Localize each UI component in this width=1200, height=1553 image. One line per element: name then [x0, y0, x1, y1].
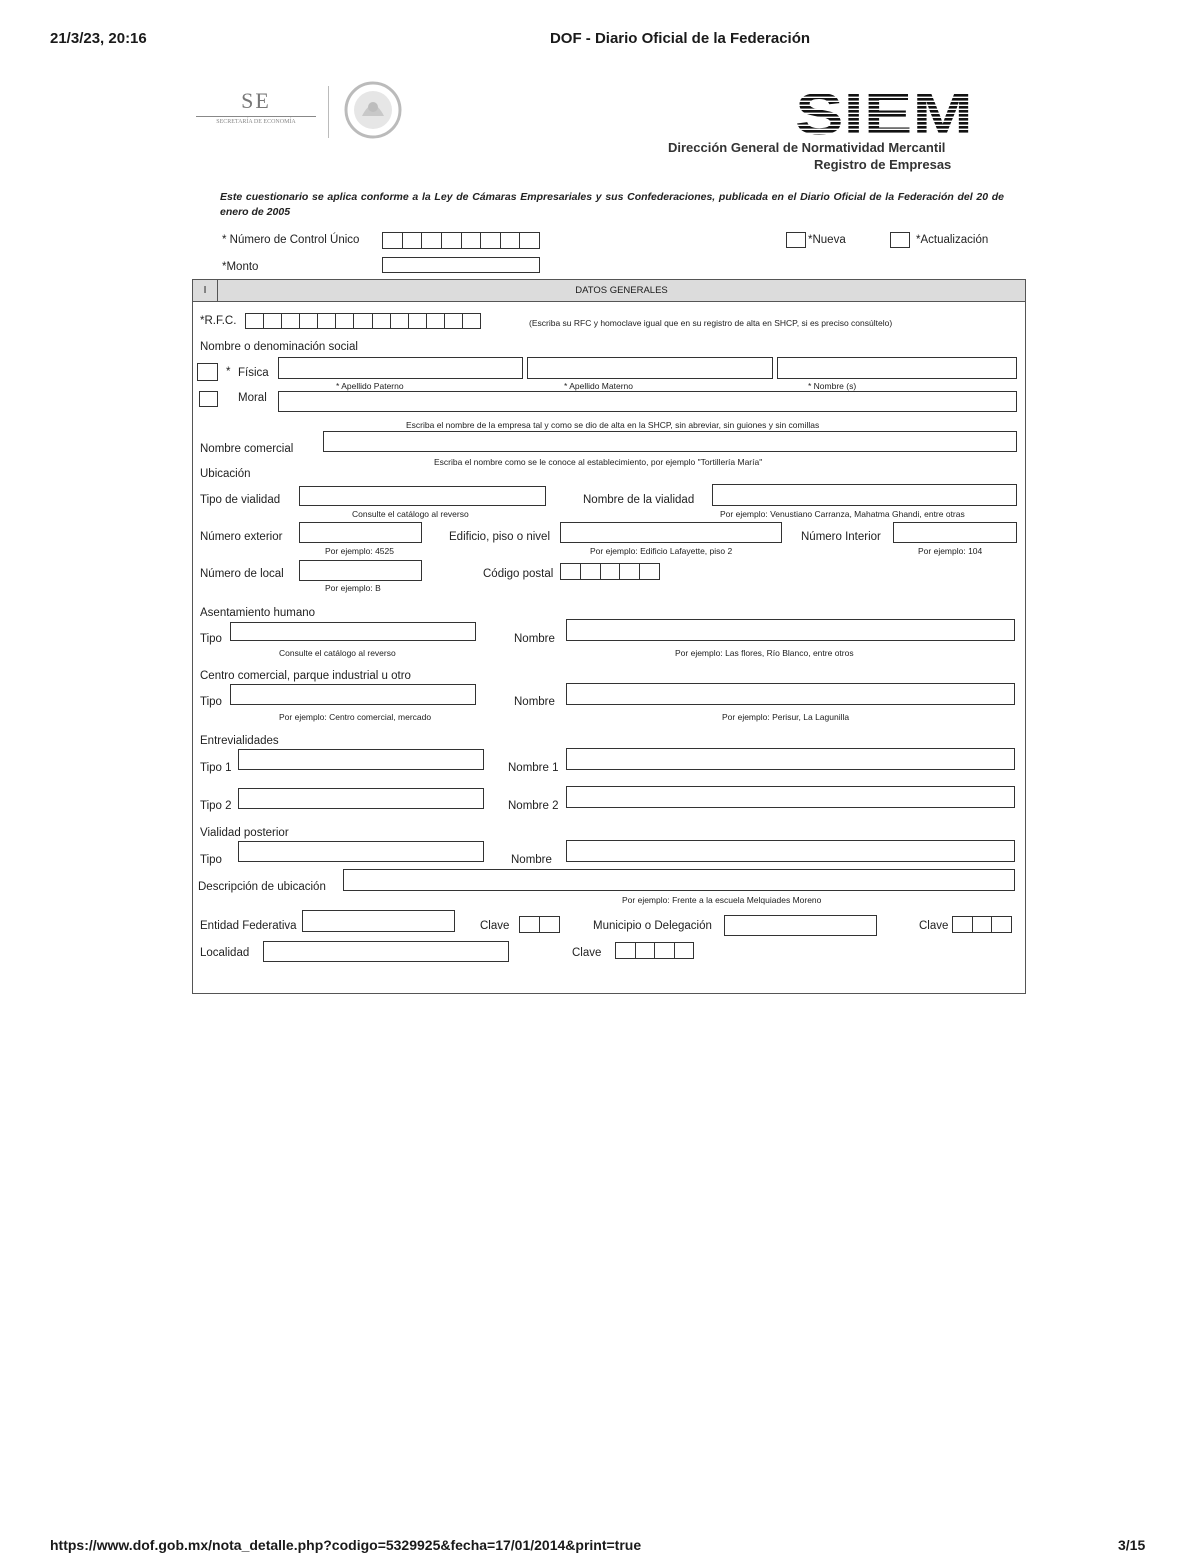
fisica-asterisk: *: [226, 366, 231, 378]
tipo1-input[interactable]: [238, 749, 484, 770]
intro-text: Este cuestionario se aplica conforme a la Ley de Cámaras Empresariales y sus Confederaciones, publicada en el Diario Oficial de la Federación del 20 de enero de 2005: [220, 191, 1004, 218]
nombre-vialidad-label: Nombre de la vialidad: [583, 494, 695, 506]
control-label: * Número de Control Único: [222, 234, 360, 246]
asentamiento-tipo-label: Tipo: [200, 633, 222, 645]
monto-label: *Monto: [222, 261, 259, 273]
nombres-input[interactable]: [777, 357, 1017, 379]
eagle-seal-icon: [340, 80, 406, 145]
section-title: DATOS GENERALES: [575, 285, 668, 296]
se-logo: [196, 88, 316, 125]
tipo-vialidad-input[interactable]: [299, 486, 546, 506]
rfc-input[interactable]: [245, 313, 481, 329]
se-logo-letters: SE: [241, 88, 271, 113]
se-logo-subtitle: SECRETARÍA DE ECONOMÍA: [216, 119, 296, 125]
moral-label: Moral: [238, 392, 267, 404]
apellido-paterno-hint: * Apellido Paterno: [336, 381, 404, 391]
vialidad-posterior-tipo-input[interactable]: [238, 841, 484, 862]
org-subtitle: Registro de Empresas: [814, 157, 952, 172]
nombre1-input[interactable]: [566, 748, 1015, 770]
entidad-federativa-label: Entidad Federativa: [200, 920, 297, 932]
monto-input[interactable]: [382, 257, 540, 273]
asentamiento-nombre-input[interactable]: [566, 619, 1015, 641]
entidad-federativa-input[interactable]: [302, 910, 455, 932]
centro-nombre-hint: Por ejemplo: Perisur, La Lagunilla: [722, 712, 850, 722]
numero-interior-input[interactable]: [893, 522, 1017, 543]
section-number: I: [203, 285, 207, 296]
moral-hint: Escriba el nombre de la empresa tal y como se dio de alta en la SHCP, sin abreviar, sin guiones y sin comillas: [406, 420, 820, 430]
logo-divider: [328, 86, 329, 138]
ubicacion-label: Ubicación: [200, 468, 251, 480]
numero-exterior-input[interactable]: [299, 522, 422, 543]
codigo-postal-label: Código postal: [483, 568, 554, 580]
nombre-comercial-label: Nombre comercial: [200, 443, 294, 455]
tipo-vialidad-hint: Consulte el catálogo al reverso: [352, 509, 469, 519]
descripcion-input[interactable]: [343, 869, 1015, 891]
siem-logo: [795, 90, 975, 143]
centro-tipo-label: Tipo: [200, 696, 222, 708]
print-page-number: 3/15: [1118, 1537, 1146, 1553]
centro-nombre-label: Nombre: [514, 696, 555, 708]
numero-exterior-hint: Por ejemplo: 4525: [325, 546, 394, 556]
rfc-hint: (Escriba su RFC y homoclave igual que en su registro de alta en SHCP, si es preciso consúltelo): [529, 318, 893, 328]
numero-interior-label: Número Interior: [801, 531, 881, 543]
apellido-paterno-input[interactable]: [278, 357, 523, 379]
centro-tipo-input[interactable]: [230, 684, 476, 705]
centro-tipo-hint: Por ejemplo: Centro comercial, mercado: [279, 712, 432, 722]
siem-logo-text: SIEM: [795, 90, 973, 138]
print-page-title: DOF - Diario Oficial de la Federación: [549, 30, 811, 47]
nombres-hint: * Nombre (s): [808, 381, 857, 391]
municipio-clave-input[interactable]: [952, 916, 1012, 933]
centro-nombre-input[interactable]: [566, 683, 1015, 705]
actualizacion-label: *Actualización: [916, 234, 989, 246]
edificio-hint: Por ejemplo: Edificio Lafayette, piso 2: [590, 546, 733, 556]
fisica-checkbox[interactable]: [197, 363, 218, 381]
numero-exterior-label: Número exterior: [200, 531, 283, 543]
nueva-checkbox[interactable]: [786, 232, 806, 248]
actualizacion-checkbox[interactable]: [890, 232, 910, 248]
nombre-vialidad-hint: Por ejemplo: Venustiano Carranza, Mahatma Ghandi, entre otras: [720, 509, 965, 519]
org-name: Dirección General de Normatividad Mercantil: [668, 140, 946, 155]
tipo2-label: Tipo 2: [200, 800, 232, 812]
municipio-input[interactable]: [724, 915, 877, 936]
tipo-vialidad-label: Tipo de vialidad: [200, 494, 281, 506]
nombre2-input[interactable]: [566, 786, 1015, 808]
localidad-clave-input[interactable]: [615, 942, 694, 959]
asentamiento-label: Asentamiento humano: [200, 607, 316, 619]
numero-local-label: Número de local: [200, 568, 284, 580]
municipio-clave-label: Clave: [919, 920, 949, 932]
control-number-input[interactable]: [382, 232, 540, 249]
apellido-materno-input[interactable]: [527, 357, 773, 379]
nombre2-label: Nombre 2: [508, 800, 559, 812]
descripcion-hint: Por ejemplo: Frente a la escuela Melquiades Moreno: [622, 895, 822, 905]
asentamiento-nombre-hint: Por ejemplo: Las flores, Río Blanco, entre otros: [675, 648, 854, 658]
print-url: https://www.dof.gob.mx/nota_detalle.php?codigo=5329925&fecha=17/01/2014&print=true: [50, 1537, 642, 1553]
nombre-comercial-hint: Escriba el nombre como se le conoce al establecimiento, por ejemplo "Tortillería María": [434, 457, 763, 467]
centro-comercial-label: Centro comercial, parque industrial u otro: [200, 670, 411, 682]
nombre-denominacion-label: Nombre o denominación social: [200, 341, 358, 353]
apellido-materno-hint: * Apellido Materno: [564, 381, 633, 391]
vialidad-posterior-tipo-label: Tipo: [200, 854, 222, 866]
entidad-clave-label: Clave: [480, 920, 510, 932]
vialidad-posterior-label: Vialidad posterior: [200, 827, 289, 839]
asentamiento-nombre-label: Nombre: [514, 633, 555, 645]
municipio-label: Municipio o Delegación: [593, 920, 712, 932]
localidad-clave-label: Clave: [572, 947, 602, 959]
asentamiento-tipo-input[interactable]: [230, 622, 476, 641]
edificio-label: Edificio, piso o nivel: [449, 531, 550, 543]
localidad-input[interactable]: [263, 941, 509, 962]
print-datetime: 21/3/23, 20:16: [50, 30, 147, 47]
nombre-vialidad-input[interactable]: [712, 484, 1017, 506]
asentamiento-tipo-hint: Consulte el catálogo al reverso: [279, 648, 396, 658]
fisica-label: Física: [238, 367, 269, 379]
moral-checkbox[interactable]: [199, 391, 218, 407]
numero-local-input[interactable]: [299, 560, 422, 581]
numero-local-hint: Por ejemplo: B: [325, 583, 381, 593]
localidad-label: Localidad: [200, 947, 250, 959]
codigo-postal-input[interactable]: [560, 563, 660, 580]
tipo2-input[interactable]: [238, 788, 484, 809]
entidad-clave-input[interactable]: [519, 916, 560, 933]
vialidad-posterior-nombre-label: Nombre: [511, 854, 552, 866]
tipo1-label: Tipo 1: [200, 762, 232, 774]
razon-social-input[interactable]: [278, 391, 1017, 412]
numero-interior-hint: Por ejemplo: 104: [918, 546, 983, 556]
vialidad-posterior-nombre-input[interactable]: [566, 840, 1015, 862]
nombre1-label: Nombre 1: [508, 762, 559, 774]
edificio-input[interactable]: [560, 522, 782, 543]
nombre-comercial-input[interactable]: [323, 431, 1017, 452]
entrevialidades-label: Entrevialidades: [200, 735, 279, 747]
descripcion-label: Descripción de ubicación: [198, 881, 326, 893]
rfc-label: *R.F.C.: [200, 315, 237, 327]
nueva-label: *Nueva: [808, 234, 846, 246]
